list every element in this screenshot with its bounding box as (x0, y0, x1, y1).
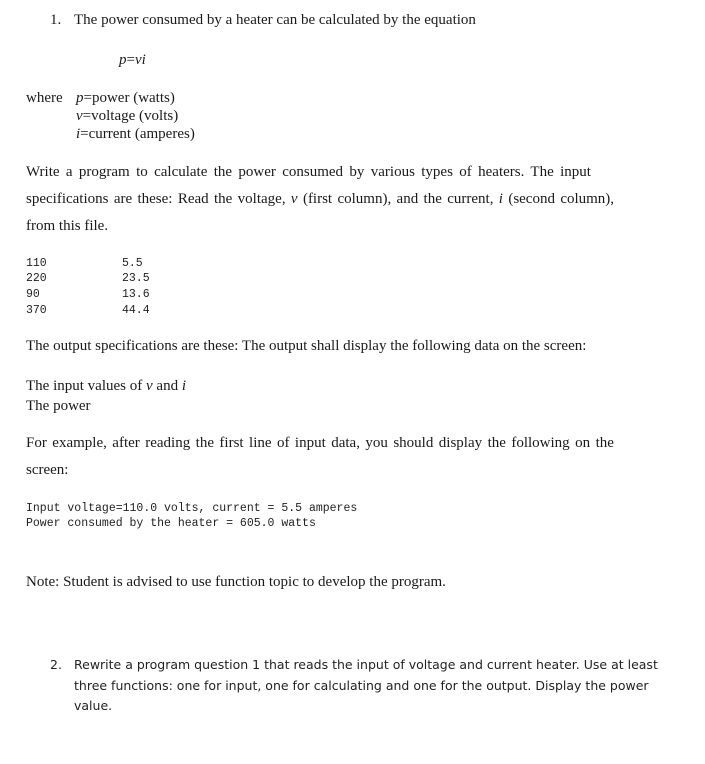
text-run: (second column), (502, 191, 615, 207)
output-line-input-values (26, 378, 186, 395)
example-line-1: For example, after reading the first line of input data, you should display the following on the (26, 435, 614, 451)
question-2-line-3: value. (74, 698, 113, 713)
paragraph-1-line-1: Write a program to calculate the power consumed by various types of heaters. The input (26, 164, 591, 180)
output-specification: The output specifications are these: The output shall display the following data on the screen: (26, 338, 587, 354)
text-run: specifications are these: Read the voltage, (26, 191, 291, 207)
paragraph-1-line-2 (26, 191, 650, 208)
definition-symbol: i (76, 126, 81, 142)
voltage-value: 110 (26, 257, 47, 270)
definition-text: =voltage (volts) (82, 108, 179, 124)
equation-p: p (119, 52, 127, 68)
example-line-2: screen: (26, 462, 69, 478)
voltage-symbol: v (290, 191, 298, 207)
definition-symbol: p (76, 90, 84, 106)
question-2-line-1: Rewrite a program question 1 that reads the input of voltage and current heater. Use at least (74, 657, 658, 672)
text-run: and (152, 378, 182, 394)
question-number-1: 1. (50, 12, 62, 28)
current-value: 13.6 (122, 288, 150, 301)
note: Note: Student is advised to use function topic to develop the program. (26, 574, 446, 590)
current-value: 5.5 (122, 257, 143, 270)
current-value: 23.5 (122, 272, 150, 285)
paragraph-1-line-3: from this file. (26, 218, 109, 234)
equation-equals: = (126, 52, 135, 68)
text-run: The input values of (26, 378, 146, 394)
voltage-value: 370 (26, 304, 47, 317)
definition-current (76, 126, 195, 143)
where-label: where (26, 90, 63, 106)
question-1-intro: The power consumed by a heater can be calculated by the equation (74, 12, 476, 28)
sample-output-line-2: Power consumed by the heater = 605.0 watts (26, 517, 316, 530)
power-equation (119, 52, 146, 69)
definition-text: =current (amperes) (80, 126, 195, 142)
voltage-symbol: v (145, 378, 153, 394)
sample-output-line-1: Input voltage=110.0 volts, current = 5.5 amperes (26, 502, 358, 515)
definition-power (76, 90, 175, 107)
current-symbol: i (498, 191, 503, 207)
current-value: 44.4 (122, 304, 150, 317)
output-line-power: The power (26, 398, 91, 414)
question-2-line-2: three functions: one for input, one for calculating and one for the output. Display the power (74, 678, 649, 693)
question-number-2: 2. (50, 657, 62, 672)
current-symbol: i (181, 378, 186, 394)
definition-symbol: v (76, 108, 83, 124)
definition-voltage (76, 108, 178, 125)
equation-vi: vi (134, 52, 146, 68)
voltage-value: 90 (26, 288, 40, 301)
definition-text: =power (watts) (83, 90, 175, 106)
voltage-value: 220 (26, 272, 47, 285)
text-run: (first column), and the current, (297, 191, 499, 207)
